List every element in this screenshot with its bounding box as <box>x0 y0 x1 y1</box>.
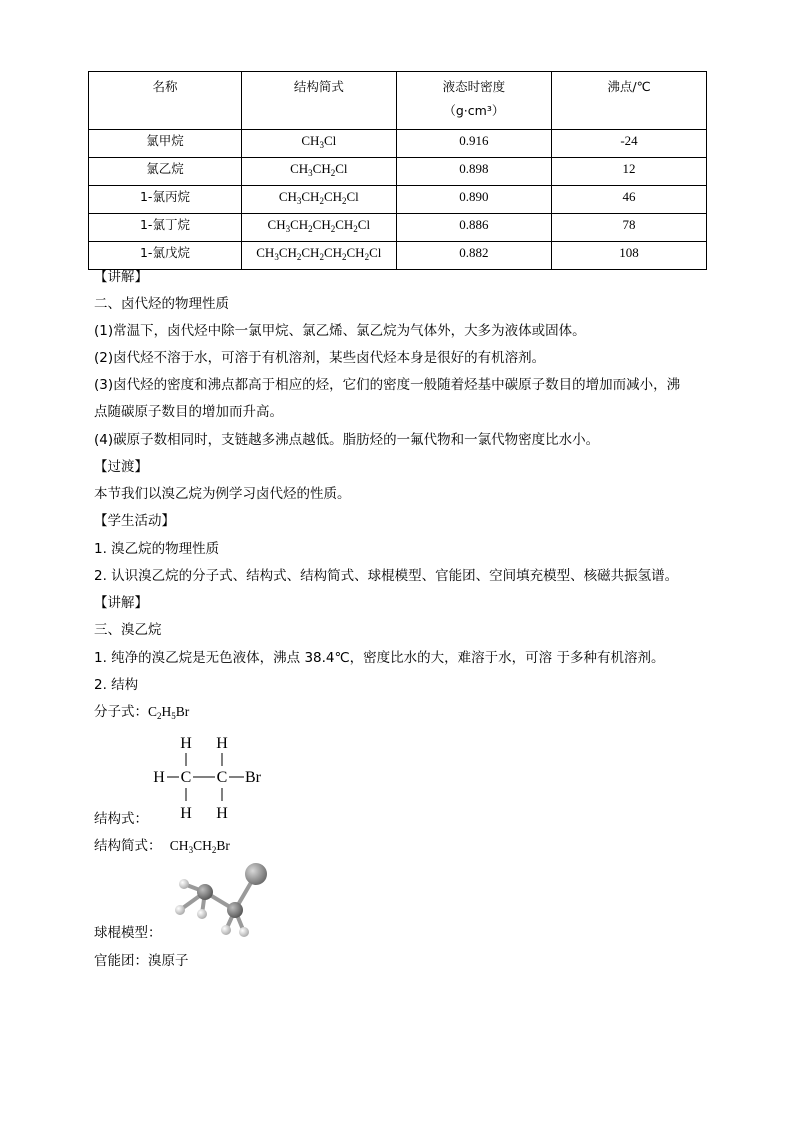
heading-jiangjie-2: 【讲解】 <box>94 595 148 611</box>
atom-h: H <box>180 805 192 822</box>
cell-formula: $CH_3CH_2CH_2CH_2Cl$ <box>241 214 396 242</box>
header-density <box>396 72 551 130</box>
table-row <box>89 242 707 270</box>
header-name: 名称 <box>89 72 242 130</box>
carbon-atom-ball <box>197 884 213 900</box>
cell-formula: $CH_3CH_2CH_2Cl$ <box>241 186 396 214</box>
cell-boiling-point: 108 <box>552 242 707 270</box>
header-boiling-point: 沸点/℃ <box>552 72 707 130</box>
cell-density: 0.916 <box>396 130 551 158</box>
table-row <box>89 158 707 186</box>
ball-and-stick-model <box>160 862 270 942</box>
hydrogen-atom-ball <box>221 925 231 935</box>
cell-name: 氯甲烷 <box>89 130 242 158</box>
molecular-formula: $C_2H_5Br$ <box>148 704 190 721</box>
condensed-formula: $CH_3CH_2Br$ <box>169 838 230 855</box>
section-heading-2: 二、卤代烃的物理性质 <box>94 296 229 312</box>
hydrogen-atom-ball <box>197 909 207 919</box>
heading-jiangjie-1: 【讲解】 <box>94 269 148 285</box>
cell-boiling-point: -24 <box>552 130 707 158</box>
header-density-label: 液态时密度 <box>442 79 506 94</box>
table-row <box>89 186 707 214</box>
cell-density: 0.886 <box>396 214 551 242</box>
condensed-formula-label: 结构简式： <box>94 838 162 854</box>
heading-guodu: 【过渡】 <box>94 459 148 475</box>
hydrogen-atom-ball <box>175 905 185 915</box>
bromoethane-point-1: 1. 纯净的溴乙烷是无色液体，沸点 38.4℃，密度比水的大，难溶于水，可溶 于多种有机溶剂。 <box>94 650 665 666</box>
ball-stick-model-label: 球棍模型： <box>94 925 162 941</box>
condensed-formula-line <box>94 836 230 856</box>
structural-formula-label: 结构式： <box>94 811 148 827</box>
carbon-atom-ball <box>227 902 243 918</box>
heading-student-activity: 【学生活动】 <box>94 513 175 529</box>
atom-c: C <box>216 769 228 786</box>
structural-formula-diagram <box>150 728 280 828</box>
atom-h: H <box>216 735 228 752</box>
functional-group-line <box>94 951 189 971</box>
header-density-unit: （g·cm³） <box>443 103 505 118</box>
functional-group-label: 官能团： <box>94 953 148 969</box>
cell-boiling-point: 12 <box>552 158 707 186</box>
activity-item-2: 2. 认识溴乙烷的分子式、结构式、结构简式、球棍模型、官能团、空间填充模型、核磁共振氢谱。 <box>94 568 679 584</box>
cell-name: 1-氯戊烷 <box>89 242 242 270</box>
paragraph-2: (2)卤代烃不溶于水，可溶于有机溶剂，某些卤代烃本身是很好的有机溶剂。 <box>94 350 546 366</box>
cell-density: 0.898 <box>396 158 551 186</box>
atom-h: H <box>216 805 228 822</box>
cell-name: 1-氯丙烷 <box>89 186 242 214</box>
header-formula: 结构简式 <box>241 72 396 130</box>
cell-formula: $CH_3Cl$ <box>241 130 396 158</box>
table-row <box>89 130 707 158</box>
functional-group-value: 溴原子 <box>148 953 189 969</box>
paragraph-3-line-1: (3)卤代烃的密度和沸点都高于相应的烃，它们的密度一般随着烃基中碳原子数目的增加而减小，沸 <box>94 377 681 393</box>
molecular-formula-label: 分子式： <box>94 704 148 720</box>
atom-br: Br <box>245 769 261 786</box>
hydrogen-atom-ball <box>179 879 189 889</box>
cell-boiling-point: 46 <box>552 186 707 214</box>
hydrogen-atom-ball <box>239 927 249 937</box>
molecular-formula-line <box>94 702 189 722</box>
paragraph-3-line-2: 点随碳原子数目的增加而升高。 <box>94 404 283 420</box>
cell-formula: $CH_3CH_2CH_2CH_2CH_2Cl$ <box>241 242 396 270</box>
haloalkane-table <box>88 71 707 270</box>
bromine-atom-ball <box>245 863 267 885</box>
paragraph-4: (4)碳原子数相同时，支链越多沸点越低。脂肪烃的一氟代物和一氯代物密度比水小。 <box>94 432 600 448</box>
paragraph-1: (1)常温下，卤代烃中除一氯甲烷、氯乙烯、氯乙烷为气体外，大多为液体或固体。 <box>94 323 586 339</box>
activity-item-1: 1. 溴乙烷的物理性质 <box>94 541 220 557</box>
section-heading-3: 三、溴乙烷 <box>94 622 162 638</box>
cell-formula: $CH_3CH_2Cl$ <box>241 158 396 186</box>
cell-name: 1-氯丁烷 <box>89 214 242 242</box>
atom-h: H <box>153 769 165 786</box>
cell-boiling-point: 78 <box>552 214 707 242</box>
cell-name: 氯乙烷 <box>89 158 242 186</box>
table-header-row <box>89 72 707 130</box>
cell-density: 0.882 <box>396 242 551 270</box>
transition-text: 本节我们以溴乙烷为例学习卤代烃的性质。 <box>94 486 351 502</box>
bromoethane-point-2: 2. 结构 <box>94 677 139 693</box>
atom-c: C <box>180 769 192 786</box>
table-row <box>89 214 707 242</box>
cell-density: 0.890 <box>396 186 551 214</box>
atom-h: H <box>180 735 192 752</box>
